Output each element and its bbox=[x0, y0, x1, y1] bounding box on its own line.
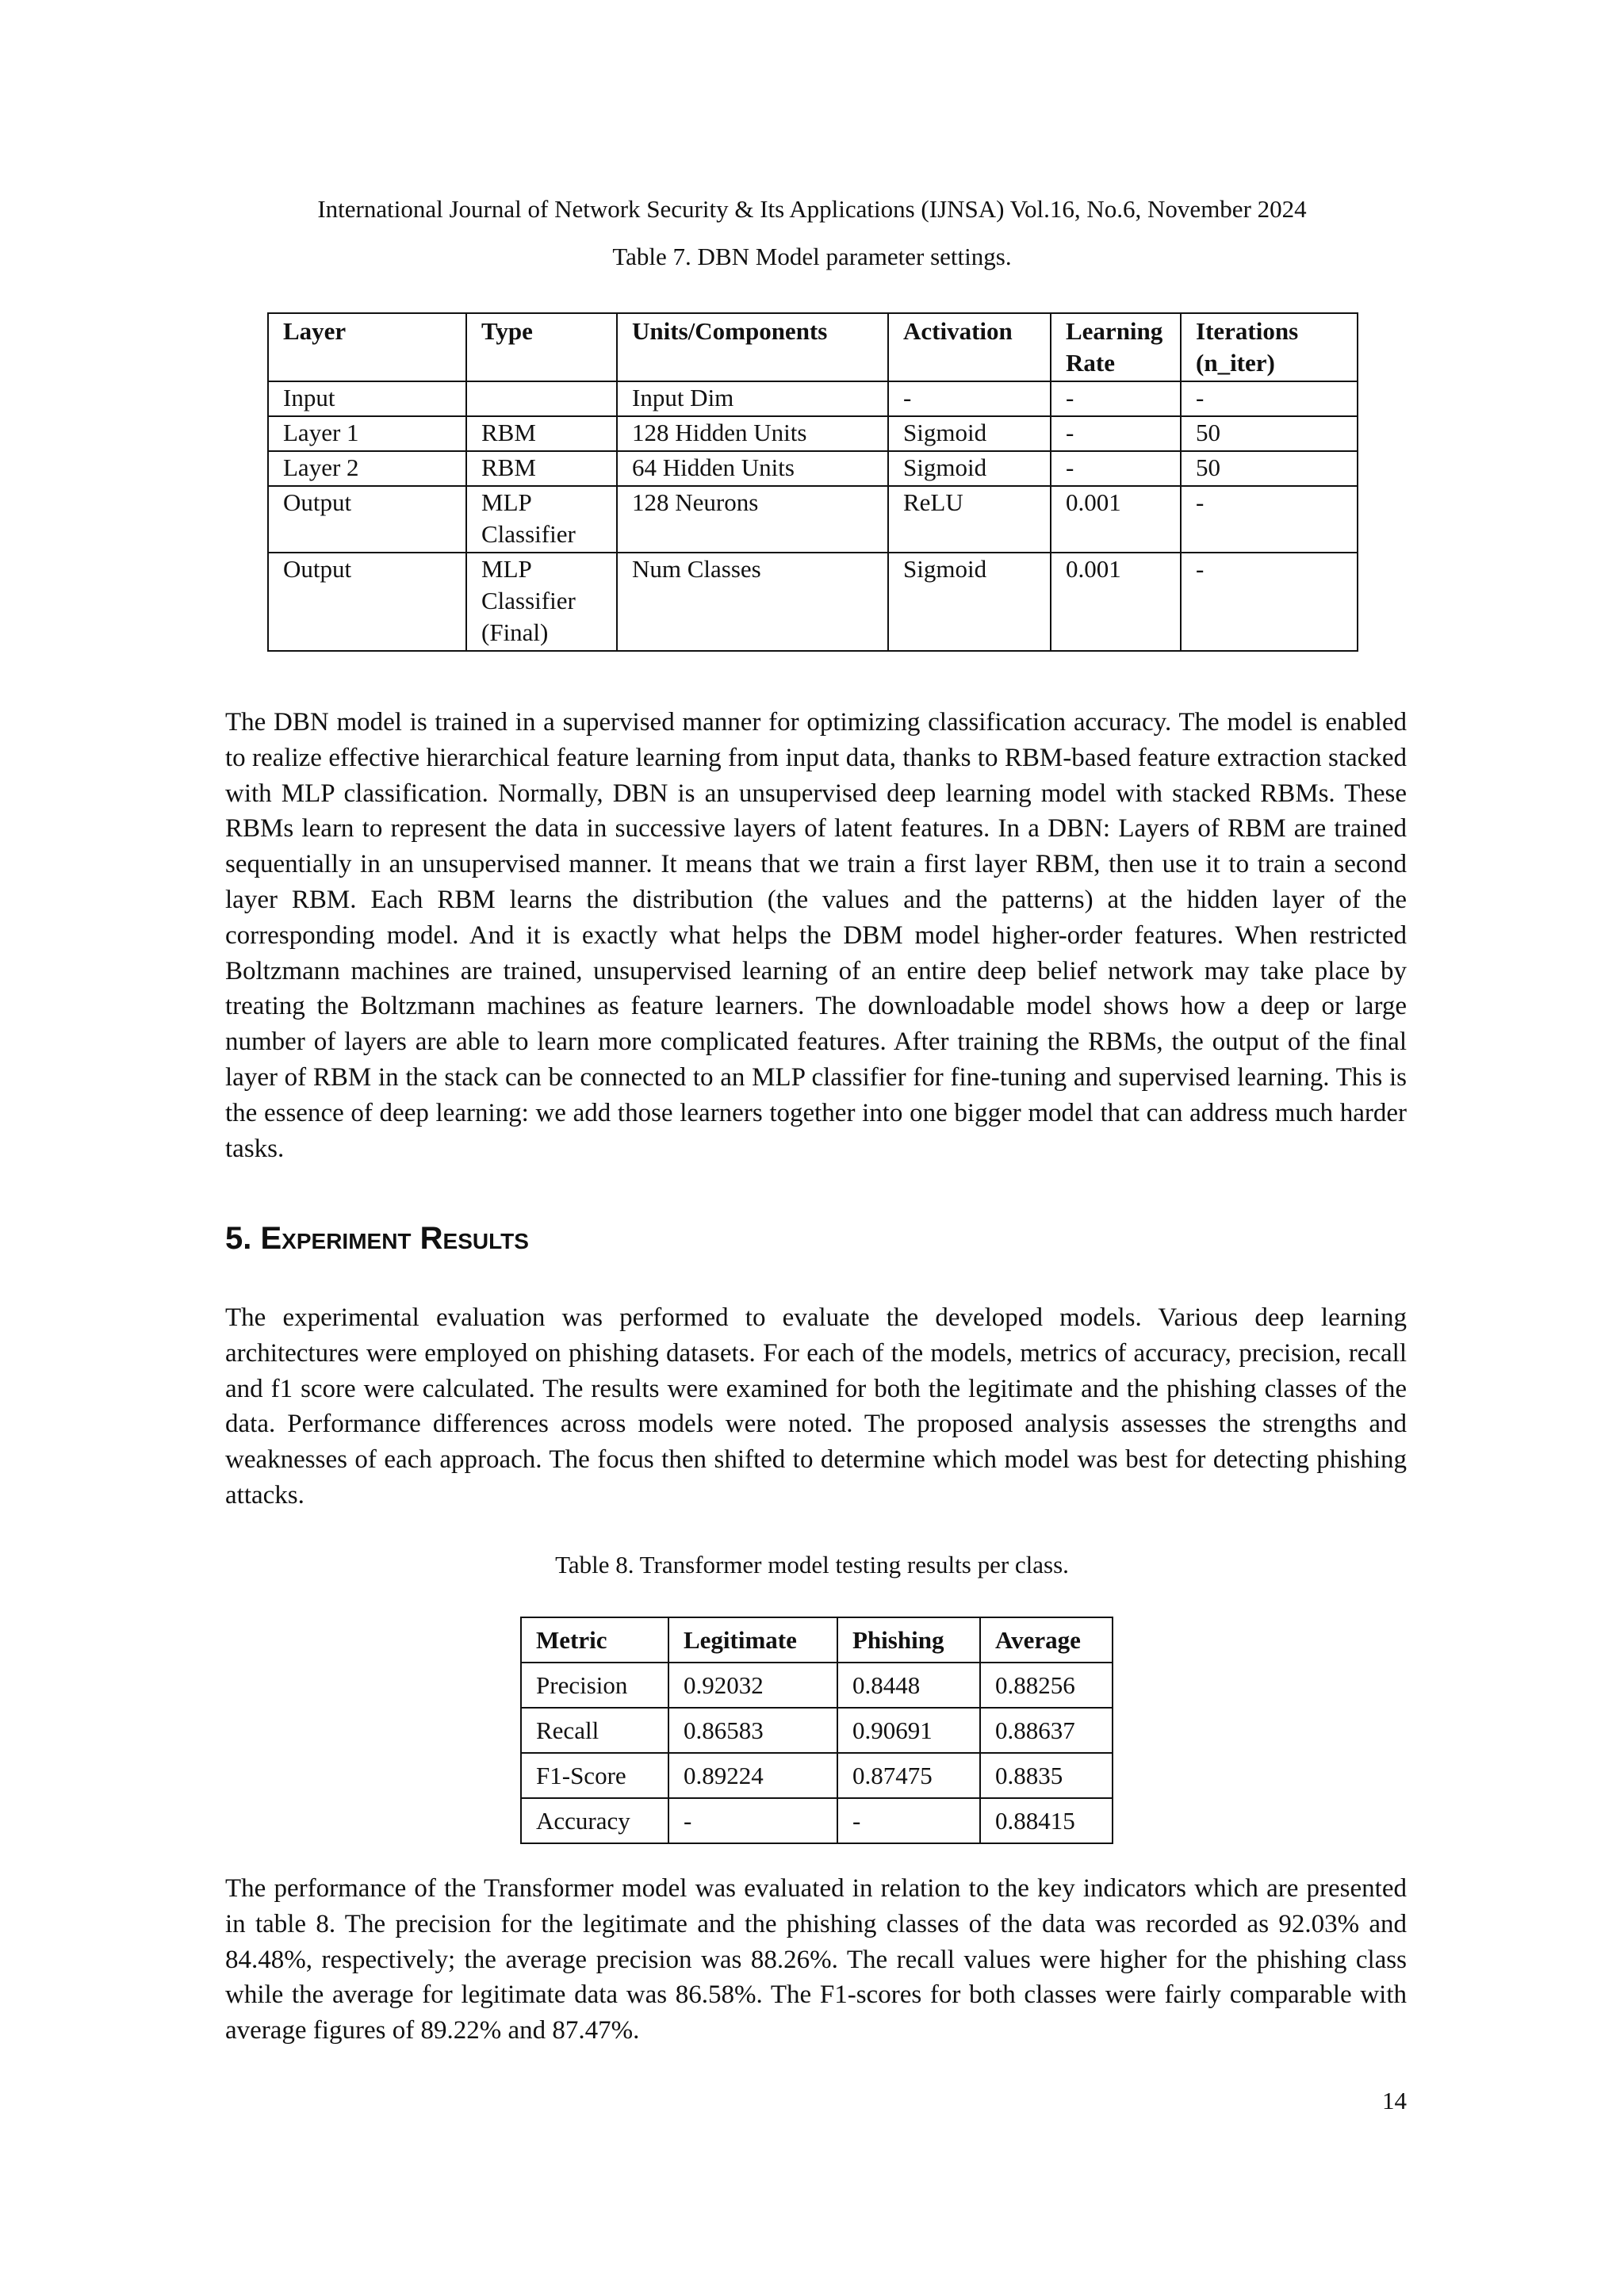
table-cell: Sigmoid bbox=[888, 553, 1051, 651]
table-cell: Layer 2 bbox=[268, 451, 466, 486]
table-cell: Recall bbox=[521, 1708, 668, 1753]
table-cell: 0.86583 bbox=[668, 1708, 837, 1753]
table-cell: ReLU bbox=[888, 486, 1051, 553]
section-title-rest: xperiment bbox=[282, 1221, 412, 1256]
table-cell: 0.88637 bbox=[980, 1708, 1113, 1753]
table-cell: F1-Score bbox=[521, 1753, 668, 1798]
table-cell: - bbox=[1181, 381, 1358, 416]
header-cell: Metric bbox=[521, 1617, 668, 1663]
table-cell: 0.88256 bbox=[980, 1663, 1113, 1708]
table-cell: 50 bbox=[1181, 451, 1358, 486]
table-cell: 0.001 bbox=[1051, 486, 1181, 553]
table-row bbox=[521, 1798, 1113, 1843]
table-cell: 50 bbox=[1181, 416, 1358, 451]
table-cell: 128 Hidden Units bbox=[617, 416, 888, 451]
table-cell: 0.001 bbox=[1051, 553, 1181, 651]
table-cell: Input bbox=[268, 381, 466, 416]
section-title-initial: E bbox=[260, 1221, 282, 1256]
table-cell: - bbox=[837, 1798, 980, 1843]
header-cell: Learning Rate bbox=[1051, 313, 1181, 381]
journal-header: International Journal of Network Security & Its Applications (IJNSA) Vol.16, No.6, November 2024 bbox=[317, 195, 1307, 223]
header-cell: Activation bbox=[888, 313, 1051, 381]
table-header-row bbox=[268, 313, 1358, 381]
table-cell: Output bbox=[268, 486, 466, 553]
table-cell: - bbox=[1051, 416, 1181, 451]
header-cell: Average bbox=[980, 1617, 1113, 1663]
table-cell: Layer 1 bbox=[268, 416, 466, 451]
table-cell: Sigmoid bbox=[888, 451, 1051, 486]
table-row bbox=[268, 553, 1358, 651]
header-cell: Type bbox=[466, 313, 617, 381]
table-cell: 0.8448 bbox=[837, 1663, 980, 1708]
dbn-parameter-table bbox=[267, 312, 1358, 652]
table-cell: 0.90691 bbox=[837, 1708, 980, 1753]
table-cell: - bbox=[1181, 553, 1358, 651]
table-cell: Sigmoid bbox=[888, 416, 1051, 451]
header-cell: Legitimate bbox=[668, 1617, 837, 1663]
header-cell: Layer bbox=[268, 313, 466, 381]
section-title-rest: esults bbox=[442, 1221, 529, 1256]
table-cell: - bbox=[1051, 451, 1181, 486]
table-cell: - bbox=[888, 381, 1051, 416]
section-number: 5. bbox=[225, 1221, 252, 1256]
header-cell: Units/Components bbox=[617, 313, 888, 381]
table-row bbox=[521, 1708, 1113, 1753]
table-header-row bbox=[521, 1617, 1113, 1663]
table-row bbox=[268, 416, 1358, 451]
table8-caption: Table 8. Transformer model testing results per class. bbox=[555, 1551, 1069, 1578]
page-number: 14 bbox=[1382, 2087, 1407, 2114]
table-cell: RBM bbox=[466, 451, 617, 486]
table-cell bbox=[466, 381, 617, 416]
header-cell: Iterations (n_iter) bbox=[1181, 313, 1358, 381]
table-cell: Num Classes bbox=[617, 553, 888, 651]
body-paragraph: The performance of the Transformer model was evaluated in relation to the key indicators which are presented in table 8. The precision for the legitimate and the phishing classes of the data was recorded as 92.03% and 84.48%, respectively; the average precision was 88.26%. The recall values were higher for the phishing class while the average for legitimate data was 86.58%. The F1-scores for both classes were fairly comparable with average figures of 89.22% and 87.47%. bbox=[225, 1874, 1407, 2045]
header-cell: Phishing bbox=[837, 1617, 980, 1663]
body-paragraph: The DBN model is trained in a supervised manner for optimizing classification accuracy. The model is enabled to realize effective hierarchical feature learning from input data, thanks to RBM-based feature extraction stacked with MLP classification. Normally, DBN is an unsupervised deep learning model with stacked RBMs. These RBMs learn to represent the data in successive layers of latent features. In a DBN: Layers of RBM are trained sequentially in an unsupervised manner. It means that we train a first layer RBM, then use it to train a second layer RBM. Each RBM learns the distribution (the values and the patterns) at the hidden layer of the corresponding model. And it is exactly what helps the DBM model higher-order features. When restricted Boltzmann machines are trained, unsupervised learning of an entire deep belief network may take place by treating the Boltzmann machines as feature learners. The downloadable model shows how a deep or large number of layers are able to learn more complicated features. After training the RBMs, the output of the final layer of RBM in the stack can be connected to an MLP classifier for fine-tuning and supervised learning. This is the essence of deep learning: we add those learners together into one bigger model that can address much harder tasks. bbox=[225, 708, 1407, 1163]
section-title-initial: R bbox=[419, 1221, 443, 1256]
table-cell: 0.92032 bbox=[668, 1663, 837, 1708]
transformer-results-table bbox=[520, 1617, 1113, 1844]
body-paragraph: The experimental evaluation was performed to evaluate the developed models. Various deep learning architectures were employed on phishing datasets. For each of the models, metrics of accuracy, precision, recall and f1 score were calculated. The results were examined for both the legitimate and the phishing classes of the data. Performance differences across models were noted. The proposed analysis assesses the strengths and weaknesses of each approach. The focus then shifted to determine which model was best for detecting phishing attacks. bbox=[225, 1303, 1407, 1510]
table-cell: Input Dim bbox=[617, 381, 888, 416]
table-row bbox=[521, 1663, 1113, 1708]
table-cell: - bbox=[1051, 381, 1181, 416]
table-cell: 64 Hidden Units bbox=[617, 451, 888, 486]
section-heading bbox=[225, 1218, 529, 1259]
table-cell: 0.89224 bbox=[668, 1753, 837, 1798]
table-row bbox=[268, 486, 1358, 553]
table-cell: - bbox=[668, 1798, 837, 1843]
table-cell: 0.8835 bbox=[980, 1753, 1113, 1798]
table-cell: 0.87475 bbox=[837, 1753, 980, 1798]
table-cell: Accuracy bbox=[521, 1798, 668, 1843]
table-cell: RBM bbox=[466, 416, 617, 451]
table-cell: MLP Classifier bbox=[466, 486, 617, 553]
table-cell: - bbox=[1181, 486, 1358, 553]
table-row bbox=[268, 381, 1358, 416]
table-row bbox=[268, 451, 1358, 486]
table-row bbox=[521, 1753, 1113, 1798]
table7-caption: Table 7. DBN Model parameter settings. bbox=[612, 243, 1012, 270]
table-cell: 128 Neurons bbox=[617, 486, 888, 553]
table-cell: 0.88415 bbox=[980, 1798, 1113, 1843]
table-cell: Output bbox=[268, 553, 466, 651]
table-cell: Precision bbox=[521, 1663, 668, 1708]
table-cell: MLP Classifier (Final) bbox=[466, 553, 617, 651]
